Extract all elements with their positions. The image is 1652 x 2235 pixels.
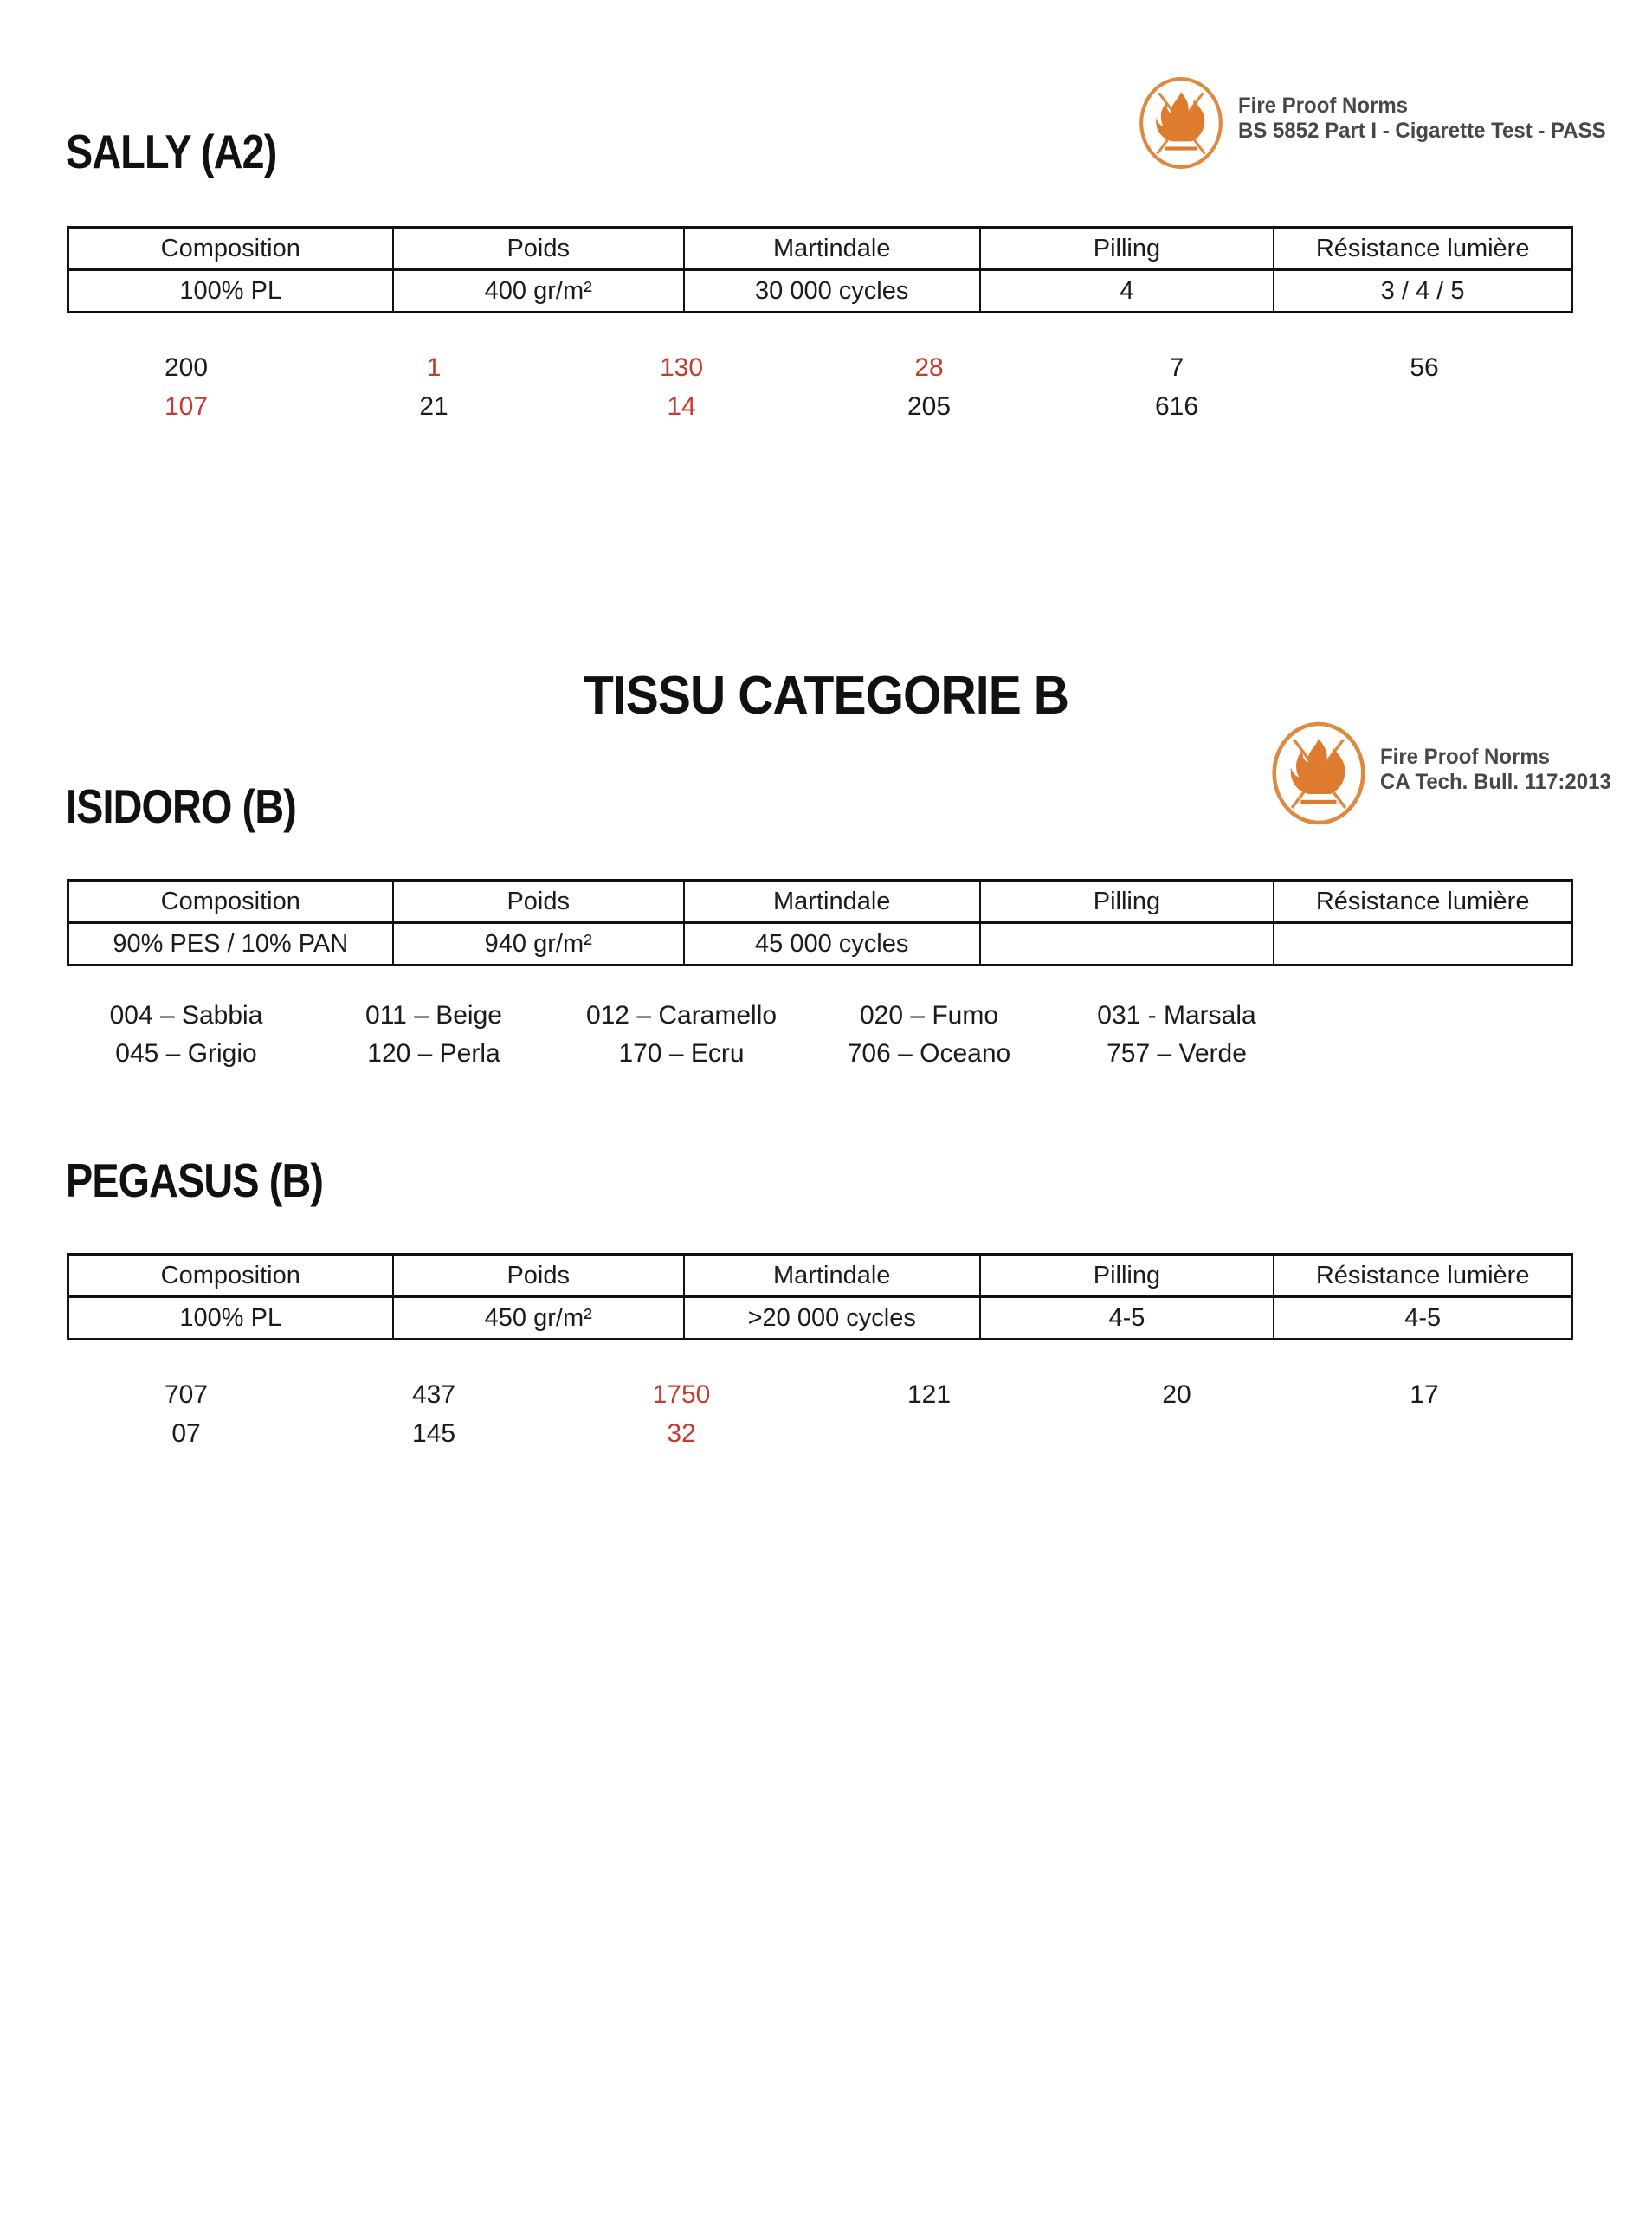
pegasus-spec-table [67,1253,1573,1340]
sally-color-codes [62,348,1548,426]
code-cell [805,1375,1053,1414]
table-value-cell [394,924,685,964]
header-composition: Composition [160,1261,300,1289]
code-cell [1053,348,1300,387]
color-code: 020 – Fumo [859,1001,999,1030]
table-header-cell [685,229,981,271]
code-cell [1300,1035,1548,1073]
logo-subtitle: CA Tech. Bull. 117:2013 [1380,770,1611,794]
value-pilling: 4-5 [1108,1303,1145,1332]
header-martindale: Martindale [773,234,891,262]
code-cell [1300,387,1548,426]
section-title-pegasus: PEGASUS (B) [66,1153,324,1207]
color-code: 706 – Oceano [847,1039,1011,1068]
code-cell [558,1375,805,1414]
table-value-cell [69,271,394,311]
pegasus-color-codes [62,1375,1548,1453]
code-cell [1300,1414,1548,1453]
header-martindale: Martindale [773,1261,891,1289]
value-poids: 940 gr/m² [484,929,592,958]
color-code: 757 – Verde [1107,1039,1247,1068]
code-number: 28 [914,352,944,382]
code-cell [558,348,805,387]
category-heading: TISSU CATEGORIE B [583,666,1069,726]
table-value-cell [1274,1298,1571,1338]
header-poids: Poids [507,887,570,915]
color-code: 120 – Perla [367,1039,500,1068]
table-header-cell [981,882,1275,924]
code-cell [558,1035,805,1073]
code-cell [805,387,1053,426]
color-code: 012 – Caramello [585,1001,778,1030]
table-header-cell [981,1256,1275,1298]
header-martindale: Martindale [773,887,891,915]
code-number: 1 [426,352,442,382]
value-poids: 400 gr/m² [484,276,592,305]
table-value-cell [685,271,981,311]
header-composition: Composition [160,887,300,915]
code-cell [62,997,310,1035]
table-header-cell [69,229,394,271]
table-value-cell [1274,271,1571,311]
color-code: 004 – Sabbia [109,1001,263,1030]
header-poids: Poids [507,234,570,262]
header-pilling: Pilling [1093,1261,1161,1289]
color-code: 045 – Grigio [115,1039,257,1068]
code-number: 616 [1154,391,1199,421]
table-value-cell [1274,924,1571,964]
code-cell [310,997,558,1035]
code-cell [558,1414,805,1453]
code-number: 205 [907,391,952,421]
code-cell [1300,997,1548,1035]
table-value-cell [981,1298,1275,1338]
code-cell [1053,1035,1300,1073]
value-composition: 100% PL [179,276,282,305]
code-cell [805,997,1053,1035]
code-cell [1053,387,1300,426]
logo-title: Fire Proof Norms [1380,745,1551,769]
color-code: 011 – Beige [365,1001,502,1030]
section-title-sally: SALLY (A2) [66,125,277,178]
fireproof-logo-ca117 [1269,719,1621,828]
code-cell [1053,1375,1300,1414]
table-value-cell [69,924,394,964]
logo-subtitle: BS 5852 Part I - Cigarette Test - PASS [1238,119,1606,143]
code-number: 14 [667,391,696,421]
color-code: 170 – Ecru [618,1039,745,1068]
code-number: 1750 [652,1379,711,1409]
value-resistance: 3 / 4 / 5 [1380,276,1465,305]
code-cell [805,1414,1053,1453]
isidoro-spec-table [67,879,1573,966]
code-cell [310,348,558,387]
code-number: 07 [171,1418,201,1448]
no-open-flame-icon [1269,719,1368,828]
fireproof-logo-bs5852 [1136,74,1621,171]
value-martindale: 30 000 cycles [755,276,909,305]
table-header-cell [981,229,1275,271]
code-cell [1053,1414,1300,1453]
header-resistance: Résistance lumière [1315,887,1530,915]
table-header-cell [1274,1256,1571,1298]
value-martindale: 45 000 cycles [755,929,909,958]
code-cell [1053,997,1300,1035]
header-resistance: Résistance lumière [1315,234,1530,262]
code-number: 707 [164,1379,209,1409]
table-header-cell [69,1256,394,1298]
table-header-cell [1274,229,1571,271]
table-value-cell [685,924,981,964]
code-number: 20 [1162,1379,1191,1409]
table-header-cell [685,882,981,924]
code-number: 21 [419,391,448,421]
value-poids: 450 gr/m² [484,1303,592,1332]
code-cell [310,1375,558,1414]
code-number: 130 [659,352,704,382]
logo-title: Fire Proof Norms [1238,94,1409,118]
table-value-cell [394,271,685,311]
code-number: 107 [164,391,209,421]
no-open-flame-icon [1136,74,1226,171]
code-cell [62,1375,310,1414]
value-resistance: 4-5 [1404,1303,1442,1332]
table-value-cell [981,271,1275,311]
code-number: 7 [1169,352,1184,382]
value-composition: 90% PES / 10% PAN [113,929,349,958]
code-cell [310,1035,558,1073]
table-value-cell [69,1298,394,1338]
code-cell [310,1414,558,1453]
value-pilling: 4 [1120,276,1134,305]
code-number: 121 [907,1379,952,1409]
code-cell [62,348,310,387]
table-header-cell [394,1256,685,1298]
code-number: 56 [1410,352,1439,382]
code-cell [558,997,805,1035]
code-cell [805,1035,1053,1073]
code-cell [310,387,558,426]
table-value-cell [685,1298,981,1338]
code-number: 200 [164,352,209,382]
value-composition: 100% PL [179,1303,282,1332]
code-cell [805,348,1053,387]
isidoro-color-codes [62,997,1548,1073]
header-pilling: Pilling [1093,234,1161,262]
header-composition: Composition [160,234,300,262]
table-header-cell [394,882,685,924]
code-cell [62,1035,310,1073]
header-poids: Poids [507,1261,570,1289]
table-header-cell [69,882,394,924]
code-cell [62,1414,310,1453]
code-number: 32 [667,1418,696,1448]
table-value-cell [394,1298,685,1338]
code-number: 437 [411,1379,456,1409]
table-header-cell [685,1256,981,1298]
table-value-cell [981,924,1275,964]
header-resistance: Résistance lumière [1315,1261,1530,1289]
code-cell [558,387,805,426]
table-header-cell [394,229,685,271]
table-header-cell [1274,882,1571,924]
value-martindale: >20 000 cycles [747,1303,916,1332]
color-code: 031 - Marsala [1097,1001,1256,1030]
code-cell [62,387,310,426]
code-cell [1300,348,1548,387]
code-number: 17 [1410,1379,1439,1409]
sally-spec-table [67,226,1573,313]
section-title-isidoro: ISIDORO (B) [66,779,296,833]
header-pilling: Pilling [1093,887,1161,915]
code-number: 145 [411,1418,456,1448]
code-cell [1300,1375,1548,1414]
